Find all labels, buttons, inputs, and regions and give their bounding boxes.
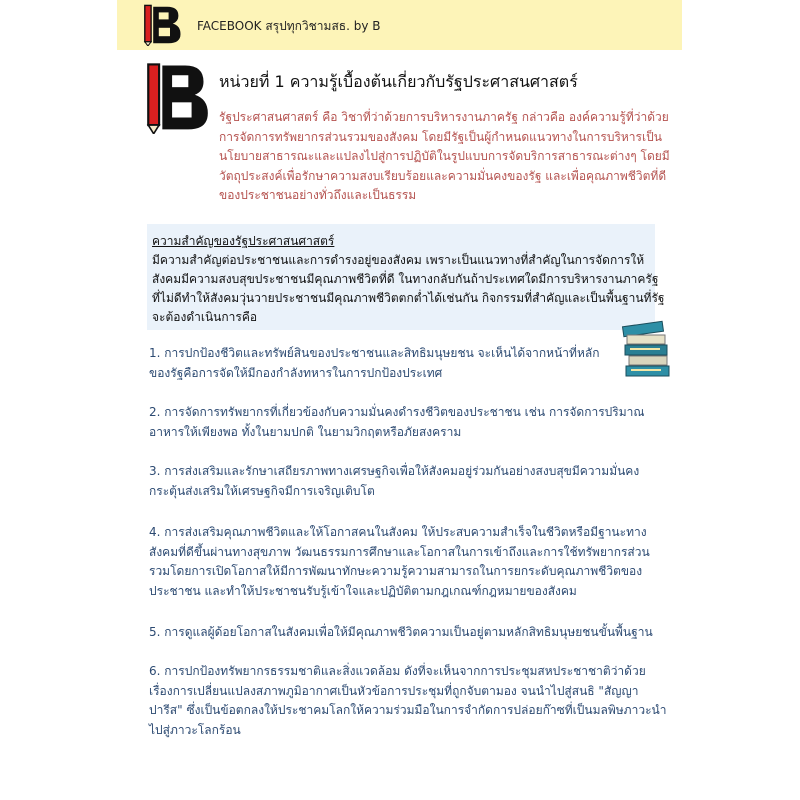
definition-line: รัฐประศาสนศาสตร์ คือ วิชาที่ว่าด้วยการบริหารงานภาครัฐ กล่าวคือ องค์ความรู้ที่ว่าด้วย (219, 110, 669, 124)
definition-line: การจัดการทรัพยากรส่วนรวมของสังคม โดยมีรัฐเป็นผู้กำหนดแนวทางในการบริหารเป็น (219, 129, 662, 144)
list-item-line: อาหารให้เพียงพอ ทั้งในยามปกติ ในยามวิกฤตหรือภัยสงคราม (149, 424, 462, 439)
importance-section (147, 224, 665, 330)
importance-line: มีความสำคัญต่อประชาชนและการดำรงอยู่ของสังคม เพราะเป็นแนวทางที่สำคัญในการจัดการให้ (152, 253, 645, 267)
header-title: FACEBOOK สรุปทุกวิชามสธ. by B (197, 19, 381, 33)
importance-heading: ความสำคัญของรัฐประศาสนศาสตร์ (152, 234, 335, 248)
list-item-line: 1. การปกป้องชีวิตและทรัพย์สินของประชาชนและสิทธิมนุษยชน จะเห็นได้จากหน้าที่หลัก (149, 346, 600, 360)
list-item-line: สังคมที่ดีขึ้นผ่านทางสุขภาพ วัฒนธรรมการศึกษาและโอกาสในการเข้าถึงและการใช้ทรัพยากรส่วน (149, 544, 650, 559)
list-item-line: 2. การจัดการทรัพยากรที่เกี่ยวข้องกับความมั่นคงดำรงชีวิตของประชาชน เช่น การจัดการปริมาณ (149, 405, 645, 419)
list-item-line: ไปสู่ภาวะโลกร้อน (149, 722, 241, 737)
list-item-line: ประชาชน และทำให้ประชาชนรับรู้เข้าใจและปฏิบัติตามกฎเกณฑ์กฎหมายของสังคม (149, 583, 577, 598)
list-item-line: ปารีส" ซึ่งเป็นข้อตกลงให้ประชาคมโลกให้ความร่วมมือในการจำกัดการปล่อยก๊าซที่เป็นมลพิษภาวะนำ (149, 703, 667, 717)
list-item (149, 662, 669, 740)
list-item (149, 462, 669, 501)
list-item-line: กระตุ้นส่งเสริมให้เศรษฐกิจมีการเจริญเติบโต (149, 483, 375, 498)
list-item-line: 4. การส่งเสริมคุณภาพชีวิตและให้โอกาสคนในสังคม ให้ประสบความสำเร็จในชีวิตหรือมีฐานะทาง (149, 525, 647, 539)
definition-line: วัตถุประสงค์เพื่อรักษาความสงบเรียบร้อยและความมั่นคงของรัฐ และเพื่อคุณภาพชีวิตที่ดี (219, 168, 667, 183)
importance-line: ที่ไม่ดีทำให้สังคมวุ่นวายประชาชนมีคุณภาพชีวิตตกต่ำได้เช่นกัน กิจกรรมที่สำคัญและเป็นพื้นฐานที่รัฐ (152, 291, 665, 305)
list-item-line: 6. การปกป้องทรัพยากรธรรมชาติและสิ่งแวดล้อม ดังที่จะเห็นจากการประชุมสหประชาชาติว่าด้วย (149, 664, 646, 678)
definition-paragraph (219, 108, 674, 206)
importance-line: สังคมมีความสงบสุขประชาชนมีคุณภาพชีวิตที่ดี ในทางกลับกันถ้าประเทศใดมีการบริหารงานภาครัฐ (152, 272, 659, 286)
list-item (149, 623, 669, 643)
letter-b-logo-icon (142, 4, 184, 46)
definition-line: นโยบายสาธารณะและแปลงไปสู่การปฏิบัติในรูปแบบการจัดบริการสาธารณะต่างๆ โดยมี (219, 149, 670, 163)
letter-b-logo-icon (145, 62, 210, 134)
unit-title: หน่วยที่ 1 ความรู้เบื้องต้นเกี่ยวกับรัฐประศาสนศาสตร์ (219, 72, 578, 91)
list-item-line: เรื่องการเปลี่ยนแปลงสภาพภูมิอากาศเป็นหัวข้อการประชุมที่ถูกจับตามอง จนนำไปสู่สนธิ "สัญญา (149, 683, 639, 698)
importance-line: จะต้องดำเนินการคือ (152, 310, 258, 324)
list-item-line: ของรัฐคือการจัดให้มีกองกำลังทหารในการปกป้องประเทศ (149, 365, 443, 380)
list-item (149, 523, 669, 601)
importance-paragraph (152, 251, 665, 327)
header-banner (117, 0, 682, 50)
list-item (149, 403, 669, 442)
list-item-line: 5. การดูแลผู้ด้อยโอกาสในสังคมเพื่อให้มีคุณภาพชีวิตความเป็นอยู่ตามหลักสิทธิมนุษยชนขั้นพื้นฐาน (149, 625, 653, 639)
definition-line: ของประชาชนอย่างทั่วถึงและเป็นธรรม (219, 188, 417, 202)
list-item (149, 344, 669, 383)
list-item-line: 3. การส่งเสริมและรักษาเสถียรภาพทางเศรษฐกิจเพื่อให้สังคมอยู่ร่วมกันอย่างสงบสุขมีความมั่นคง (149, 464, 640, 478)
list-item-line: รวมโดยการเปิดโอกาสให้มีการพัฒนาทักษะความรู้ความสามารถในการยกระดับคุณภาพชีวิตของ (149, 564, 643, 578)
